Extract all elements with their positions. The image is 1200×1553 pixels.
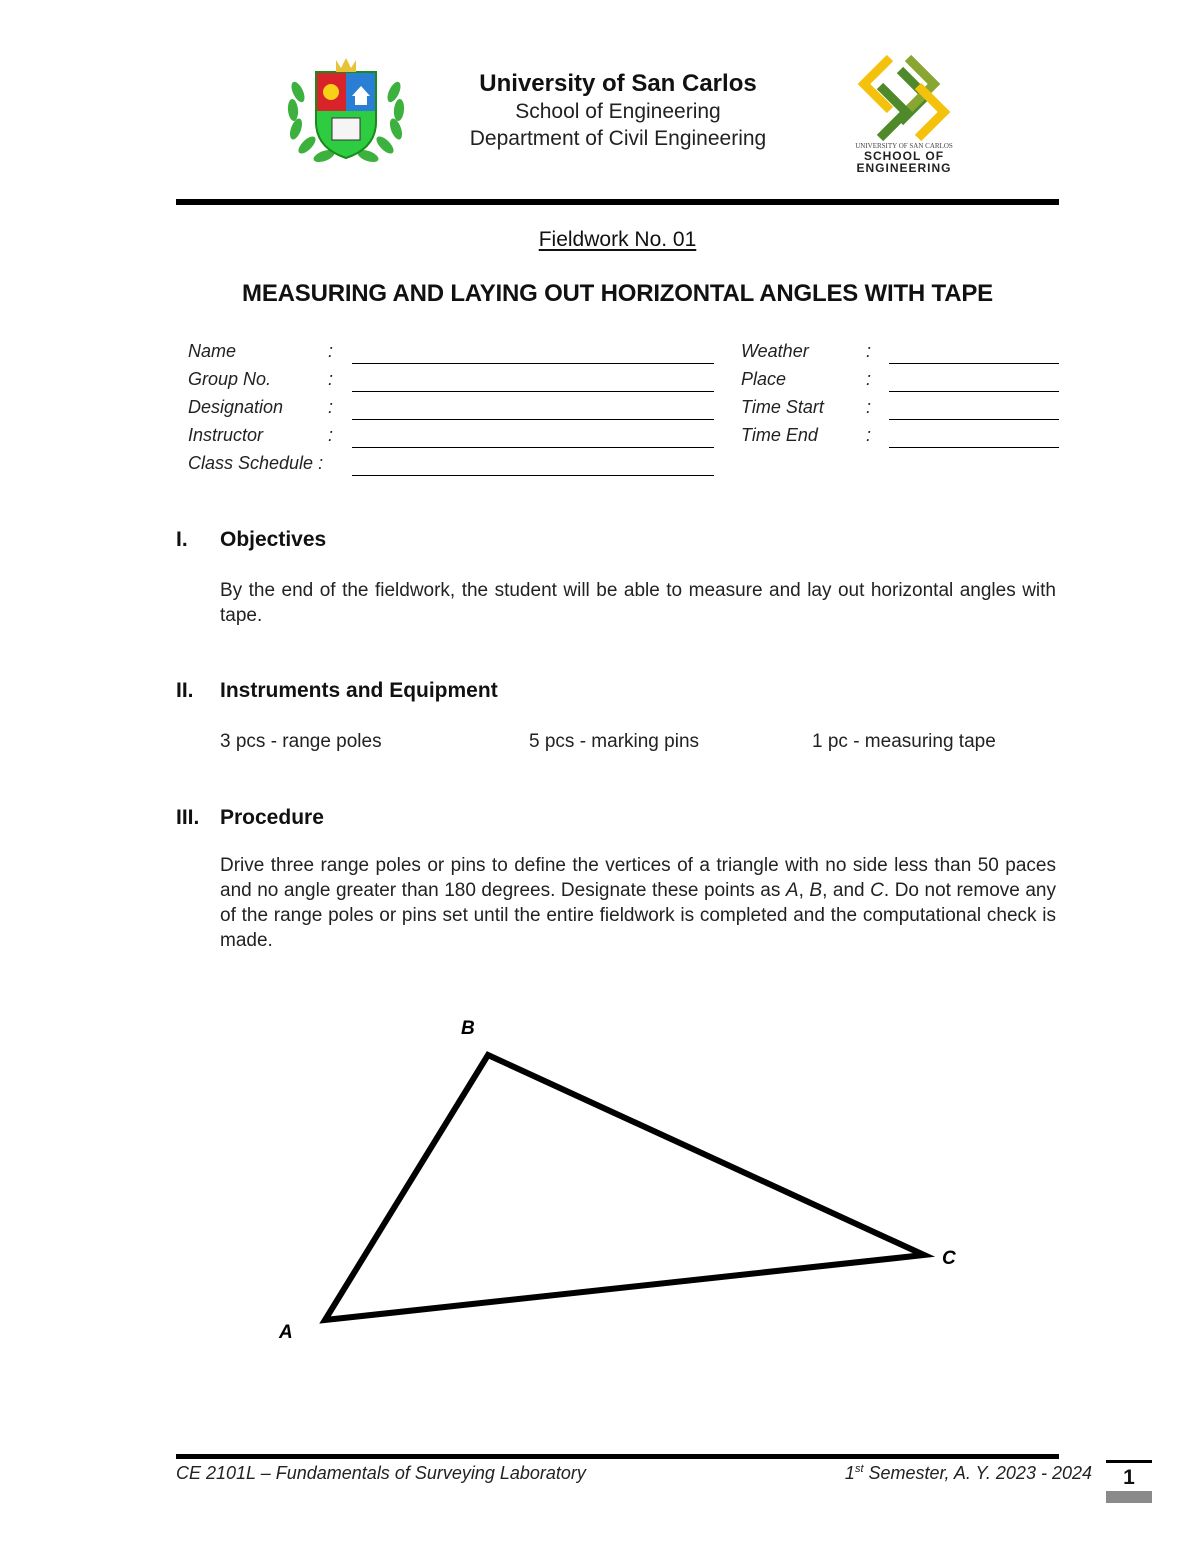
- field-colon: :: [328, 369, 334, 389]
- field-label-designation: Designation: [188, 397, 284, 417]
- logo-school-text: SCHOOL OF: [863, 149, 945, 163]
- logo-university-text: UNIVERSITY OF SAN CARLOS: [855, 142, 953, 150]
- point-c-ref: C: [870, 880, 884, 901]
- section-title-instruments: Instruments and Equipment: [220, 679, 498, 702]
- semester-suffix: st: [854, 1463, 864, 1475]
- semester-number: 1: [844, 1463, 855, 1483]
- section-title-procedure: Procedure: [220, 806, 324, 829]
- field-label-time-start: Time Start: [741, 397, 824, 417]
- point-a-ref: A: [785, 880, 799, 901]
- section-number-procedure: III.: [176, 806, 200, 829]
- field-label-place: Place: [741, 369, 787, 389]
- page-number: 1: [1123, 1466, 1135, 1489]
- page-number-bar: [1106, 1491, 1152, 1503]
- vertex-label-b: B: [461, 1018, 475, 1039]
- footer-divider: [176, 1454, 1059, 1459]
- equipment-item: 5 pcs - marking pins: [529, 731, 700, 752]
- section-number-objectives: I.: [176, 528, 188, 551]
- university-name: University of San Carlos: [479, 70, 757, 97]
- field-colon: :: [866, 369, 872, 389]
- semester-text: Semester, A. Y. 2023 - 2024: [863, 1463, 1092, 1483]
- field-colon: :: [866, 425, 872, 445]
- objectives-text: By the end of the fieldwork, the student will be able to measure and lay out horizontal angles with tape.: [220, 580, 1056, 626]
- footer-course: CE 2101L – Fundamentals of Surveying Laboratory: [176, 1463, 586, 1483]
- field-label-class-schedule: Class Schedule :: [188, 453, 324, 473]
- triangle-abc: [325, 1055, 924, 1320]
- field-label-name: Name: [188, 341, 237, 361]
- department-name: Department of Civil Engineering: [469, 127, 767, 150]
- field-label-weather: Weather: [741, 341, 809, 361]
- separator: ,: [798, 880, 810, 901]
- field-label-time-end: Time End: [741, 425, 818, 445]
- fieldwork-number: Fieldwork No. 01: [538, 228, 697, 251]
- page-title: MEASURING AND LAYING OUT HORIZONTAL ANGLES WITH TAPE: [242, 280, 993, 307]
- section-title-objectives: Objectives: [220, 528, 327, 551]
- equipment-item: 1 pc - measuring tape: [812, 731, 996, 752]
- field-label-group-no: Group No.: [188, 369, 272, 389]
- field-colon: :: [328, 341, 334, 361]
- field-colon: :: [866, 341, 872, 361]
- procedure-text-part: . Do not remove any of the range poles or pins set until the entire fieldwork is completed and the computational check is made.: [220, 880, 1056, 951]
- vertex-label-a: A: [279, 1322, 293, 1343]
- procedure-text-part: Drive three range poles or pins to define the vertices of a triangle with no side less than 50 paces and no angle greater than 180 degrees. Designate these points as: [220, 855, 1056, 901]
- equipment-item: 3 pcs - range poles: [220, 731, 382, 752]
- point-b-ref: B: [809, 880, 823, 901]
- school-name: School of Engineering: [515, 100, 721, 123]
- footer-semester: [820, 1463, 1092, 1484]
- field-label-instructor: Instructor: [188, 425, 264, 445]
- separator: , and: [822, 880, 871, 901]
- field-colon: :: [866, 397, 872, 417]
- field-colon: :: [328, 425, 334, 445]
- vertex-label-c: C: [942, 1248, 956, 1269]
- field-colon: :: [328, 397, 334, 417]
- logo-engineering-text: ENGINEERING: [856, 161, 952, 175]
- section-number-instruments: II.: [176, 679, 194, 702]
